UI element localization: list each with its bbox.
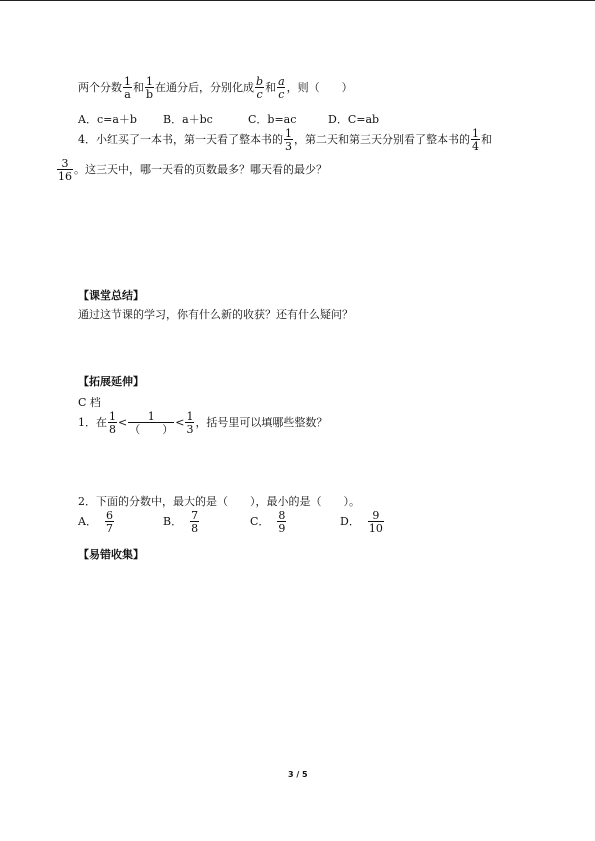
header-rule [0, 0, 595, 1]
extend-question-2: 2．下面的分数中，最大的是（ ），最小的是（ ）。 [78, 495, 360, 508]
question-4-line2: $\frac{3}{16}$ 。这三天中，哪一天看的页数最多？哪天看的最少？ [58, 157, 327, 183]
fraction: $\frac{6}{7}$ [105, 509, 113, 535]
summary-text: 通过这节课的学习，你有什么新的收获？还有什么疑问？ [78, 308, 353, 321]
fraction: $\frac{1}{4}$ [472, 127, 479, 153]
fraction: $\frac{a}{c}$ [278, 75, 285, 101]
extend-level: C 档 [78, 396, 101, 409]
fraction: $\frac{1}{a}$ [124, 75, 131, 101]
fraction-blank: $\frac{1}{( )}$ [129, 410, 174, 436]
q3-text2: 在通分后，分别化成 [155, 81, 255, 94]
question-4-line1: 4．小红买了一本书，第一天看了整本书的 $\frac{1}{3}$ ，第二天和第三天分别看了整本书的 $\frac{1}{4}$ 和 [78, 127, 492, 153]
fraction: $\frac{7}{8}$ [191, 509, 199, 535]
page-number: 3 / 5 [288, 770, 308, 779]
fraction: $\frac{9}{10}$ [368, 509, 383, 535]
fraction: $\frac{1}{b}$ [146, 75, 154, 101]
fraction: $\frac{1}{8}$ [109, 410, 116, 436]
q2-option-b: B． $\frac{7}{8}$ [163, 509, 199, 535]
q3-text1: 两个分数 [78, 81, 122, 94]
fraction: $\frac{3}{16}$ [58, 157, 72, 183]
question-3-stem [78, 76, 353, 100]
q3-text3: ，则（ ） [286, 81, 353, 94]
errors-heading: 【易错收集】 [78, 548, 144, 561]
fraction: $\frac{1}{3}$ [285, 127, 292, 153]
q2-option-d: D． $\frac{9}{10}$ [340, 509, 383, 535]
q3-option-d: D．C=ab [328, 113, 380, 126]
q3-and2: 和 [265, 81, 277, 94]
q2-option-c: C． $\frac{8}{9}$ [250, 509, 286, 535]
extend-question-1: 1．在 $\frac{1}{8}$ < $\frac{1}{( )}$ < $\frac{1}{3}$ ，括号里可以填哪些整数？ [78, 410, 328, 436]
q3-option-c: C．b=ac [248, 113, 297, 126]
fraction: $\frac{b}{c}$ [256, 75, 264, 101]
fraction: $\frac{8}{9}$ [278, 509, 286, 535]
q2-option-a: A． $\frac{6}{7}$ [78, 509, 113, 535]
q3-and1: 和 [133, 81, 144, 94]
extend-heading: 【拓展延伸】 [78, 375, 144, 388]
q3-option-b: B．a＋bc [163, 113, 213, 126]
summary-heading: 【课堂总结】 [78, 289, 144, 302]
q3-option-a: A．c=a＋b [78, 113, 137, 126]
fraction: $\frac{1}{3}$ [186, 410, 194, 436]
